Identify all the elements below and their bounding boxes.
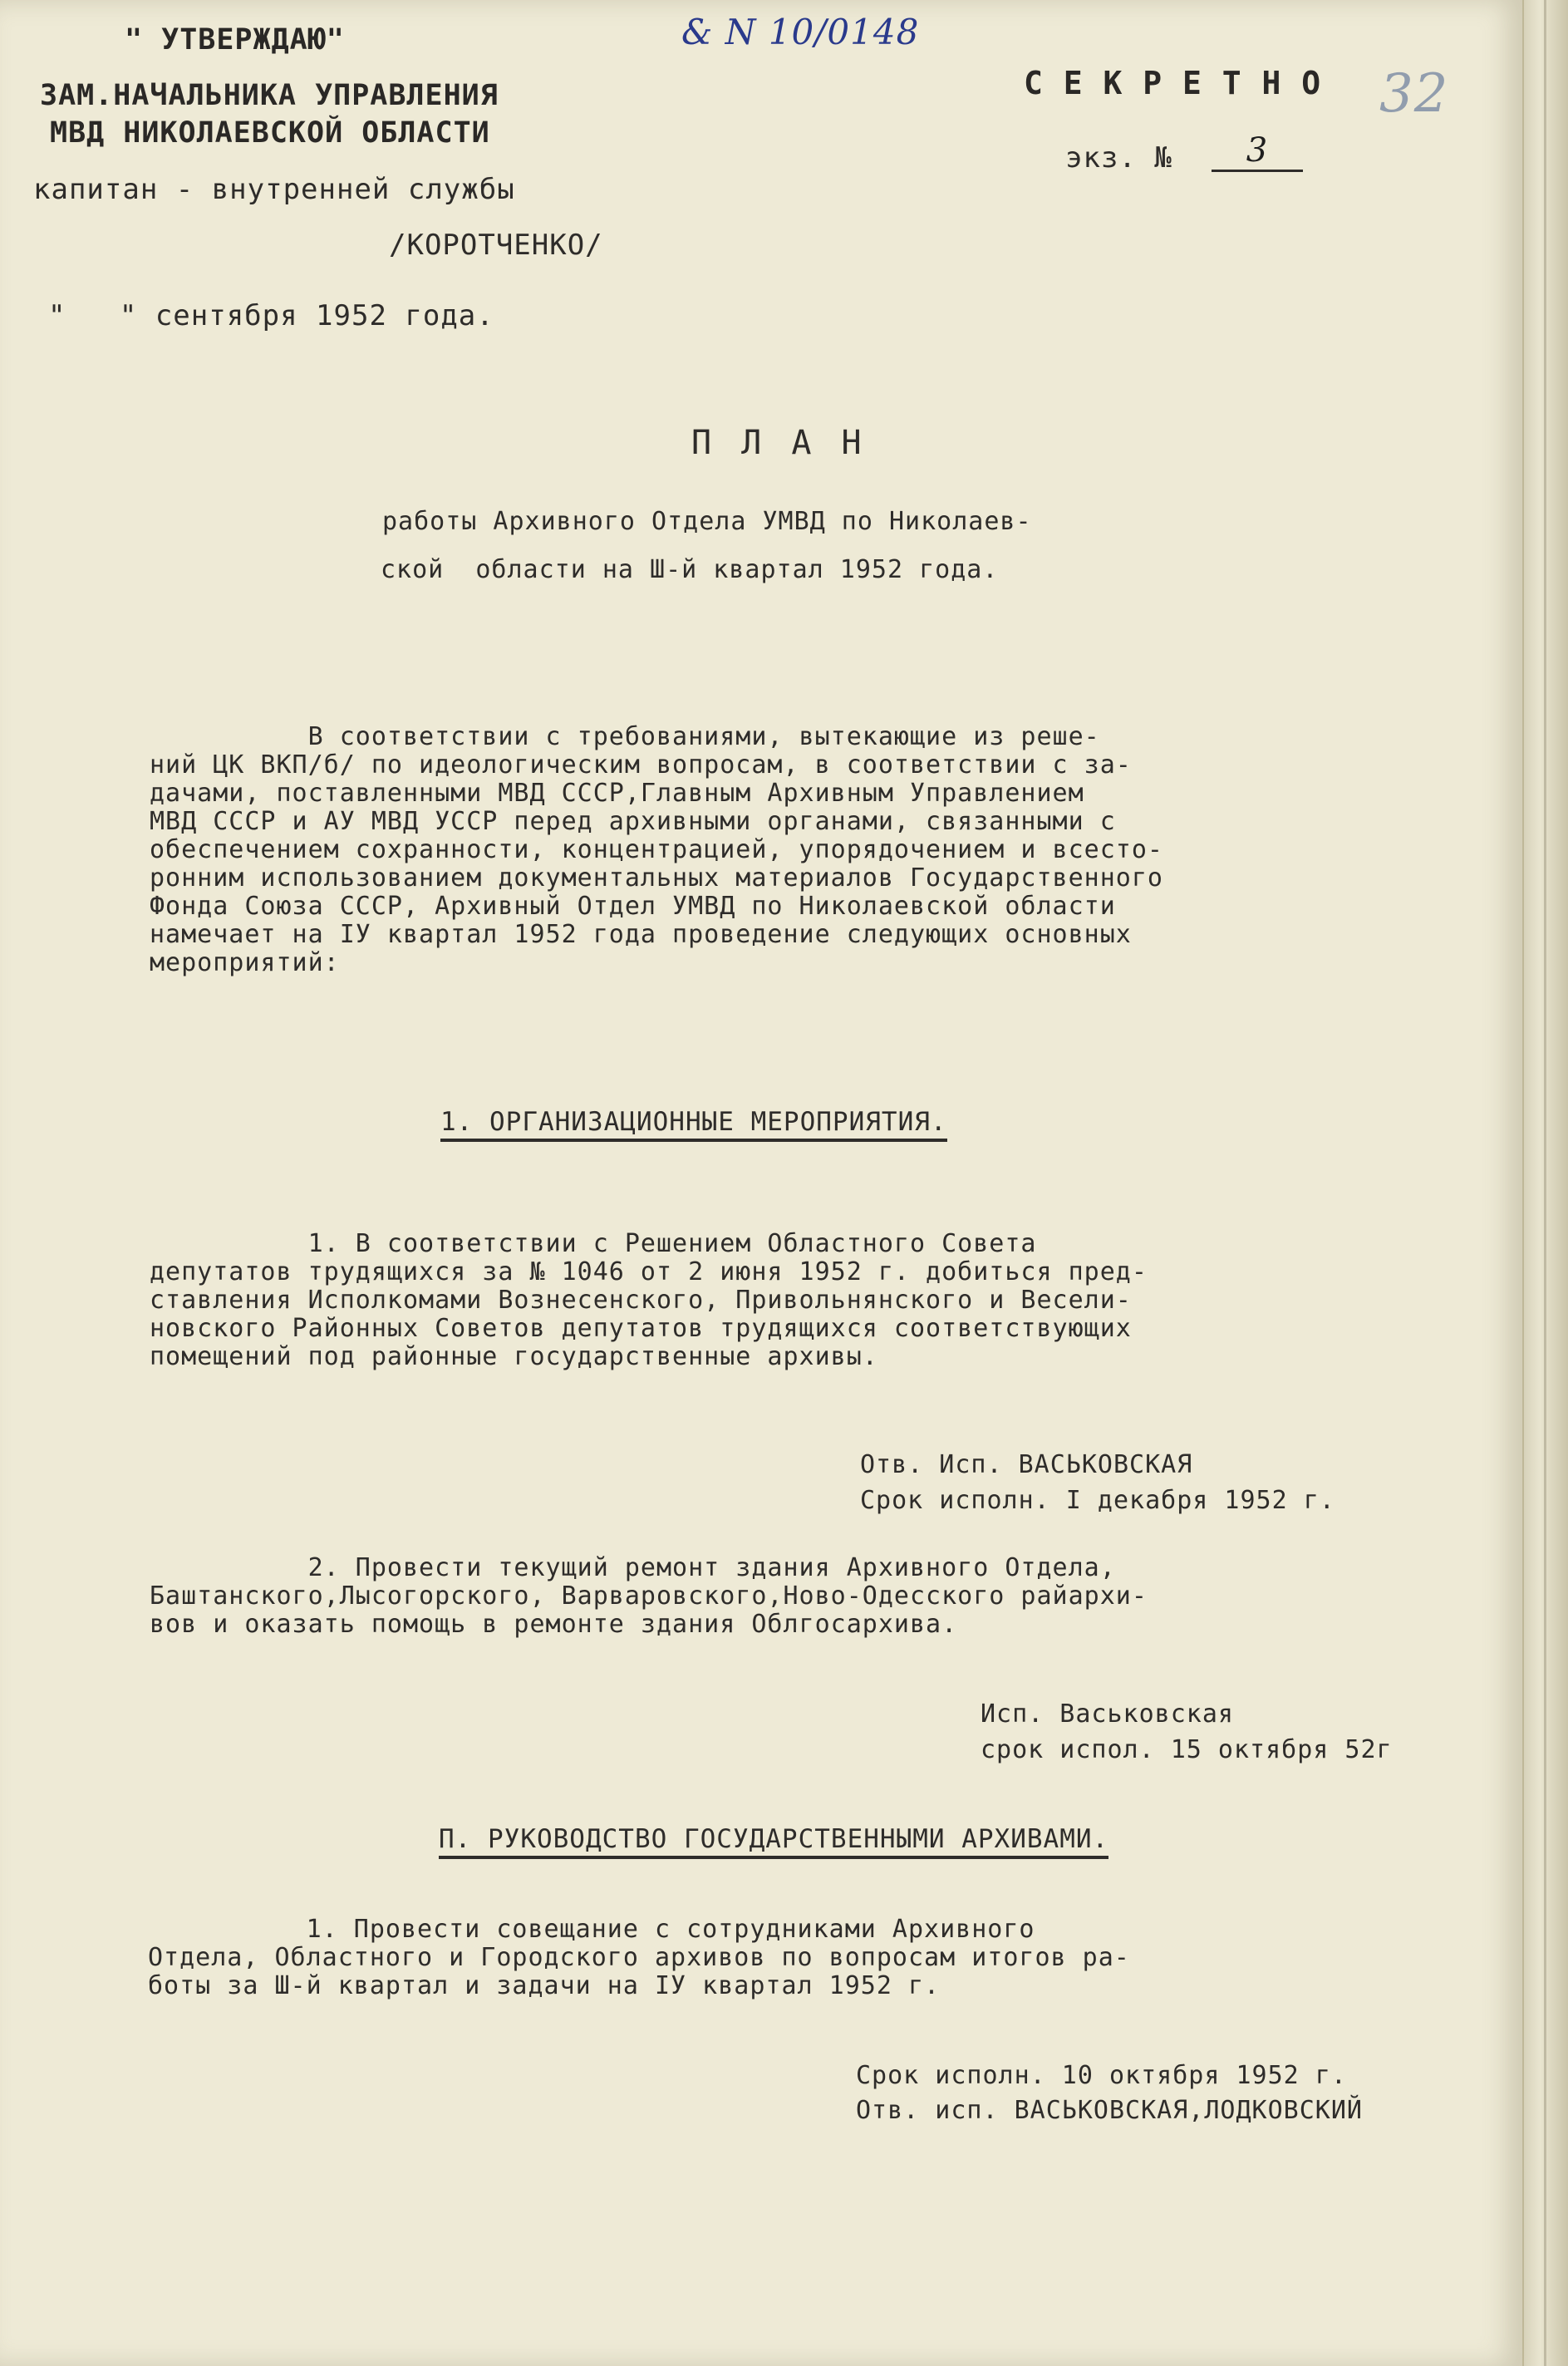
section1-item2-line: Баштанского,Лысогорского, Варваровского,Ново-Одесского райархи-: [150, 1581, 1148, 1611]
approval-signatory: /КОРОТЧЕНКО/: [389, 229, 603, 262]
intro-line: обеспечением сохранности, концентрацией, упорядочением и всесто-: [150, 835, 1163, 864]
intro-line: дачами, поставленными МВД СССР,Главным Архивным Управлением: [150, 779, 1084, 808]
intro-line: Фонда Союза ССCР, Архивный Отдел УМВД по Николаевской области: [150, 892, 1116, 921]
section1-item1: [150, 1230, 1148, 1371]
section1-item2-line: 2. Провести текущий ремонт здания Архивного Отдела,: [150, 1553, 1116, 1582]
section2-item1-line: боты за Ш-й квартал и задачи на IУ квартал 1952 г.: [148, 1971, 941, 2000]
intro-line: мероприятий:: [150, 948, 340, 977]
copy-number: 3: [1212, 131, 1303, 172]
section2-item1-line: 1. Провести совещание с сотрудниками Архивного: [148, 1915, 1035, 1944]
approval-position: ЗАМ.НАЧАЛЬНИКА УПРАВЛЕНИЯ: [40, 79, 499, 112]
secrecy-label: С Е К Р Е Т Н О: [1024, 65, 1322, 101]
section1-item2: [150, 1554, 1148, 1639]
copy-number-prefix: экз. №: [1065, 141, 1172, 175]
section1-item1-line: ставления Исполкомами Вознесенского, Привольнянского и Весели-: [150, 1286, 1132, 1315]
intro-line: МВД СССР и АУ МВД УССР перед архивными органами, связанными с: [150, 807, 1116, 836]
intro-line: ний ЦК ВКП/б/ по идеологическим вопросам, в соответствии с за-: [150, 750, 1132, 780]
section2-item1: [148, 1916, 1130, 2000]
section2-item1-responsible: Отв. исп. ВАСЬКОВСКАЯ,ЛОДКОВСКИЙ: [856, 2096, 1363, 2125]
section1-item1-line: помещений под районные государственные архивы.: [150, 1342, 878, 1371]
intro-line: намечает на IУ квартал 1952 года проведение следующих основных: [150, 920, 1132, 949]
section2-heading: П. РУКОВОДСТВО ГОСУДАРСТВЕННЫМИ АРХИВАМИ.: [439, 1824, 1108, 1859]
section1-item1-line: 1. В соответствии с Решением Областного Совета: [150, 1229, 1037, 1258]
approval-date: " " сентября 1952 года.: [48, 299, 494, 332]
section1-item1-responsible: Отв. Исп. ВАСЬКОВСКАЯ: [860, 1450, 1193, 1479]
document-title: П Л А Н: [691, 424, 867, 462]
section1-item1-deadline: Срок исполн. I декабря 1952 г.: [860, 1486, 1335, 1515]
section1-item1-line: депутатов трудящихся за № 1046 от 2 июня 1952 г. добиться пред-: [150, 1257, 1148, 1286]
section1-item2-deadline: срок испол. 15 октября 52г: [981, 1735, 1393, 1764]
section1-item2-responsible: Исп. Васьковская: [981, 1699, 1234, 1729]
approval-rank: капитан - внутренней службы: [33, 173, 515, 206]
document-subtitle-line2: ской области на Ш-й квартал 1952 года.: [381, 555, 999, 584]
approval-heading: " УТВЕРЖДАЮ": [125, 23, 345, 57]
page-edge-line: [1544, 0, 1546, 2366]
document-subtitle-line1: работы Архивного Отдела УМВД по Николаев-: [382, 507, 1032, 536]
section2-item1-deadline: Срок исполн. 10 октября 1952 г.: [856, 2061, 1347, 2090]
intro-line: В соответствии с требованиями, вытекающие из реше-: [150, 722, 1100, 751]
intro-line: ронним использованием документальных материалов Государственного: [150, 863, 1163, 893]
section1-item2-line: вов и оказать помощь в ремонте здания Облгосархива.: [150, 1610, 958, 1639]
section1-item1-line: новского Районных Советов депутатов трудящихся соответствующих: [150, 1314, 1132, 1343]
handwritten-registration-number: & N 10/0148: [681, 12, 920, 52]
approval-department: МВД НИКОЛАЕВСКОЙ ОБЛАСТИ: [50, 116, 490, 150]
section2-item1-line: Отдела, Областного и Городского архивов по вопросам итогов ра-: [148, 1943, 1130, 1972]
section1-heading: 1. ОРГАНИЗАЦИОННЫЕ МЕРОПРИЯТИЯ.: [440, 1107, 947, 1142]
intro-paragraph: [150, 723, 1163, 977]
page-number-pencil: 32: [1379, 63, 1449, 125]
